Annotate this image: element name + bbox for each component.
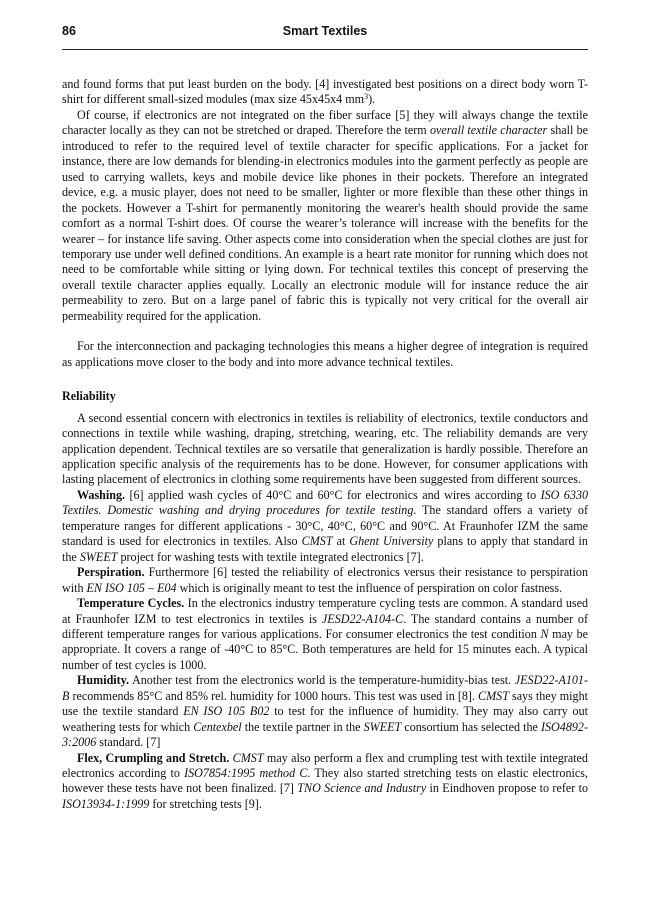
run-in-heading: Humidity.: [77, 673, 130, 688]
header-rule: [62, 49, 588, 50]
run-in-heading: Washing.: [77, 487, 126, 502]
paragraph: Flex, Crumpling and Stretch. CMST may also perform a flex and crumpling test with textile integrated electronics according to ISO7854:1995 method C. They also started stretching tests on elastic electronics, however these tests have not been finalized. [7] TNO Science and Industry in Eindhoven propose to refer to ISO13934-1:1999 for stretching tests [9].: [62, 750, 588, 811]
paragraph: A second essential concern with electronics in textiles is reliability of electronics, textile conductors and connections in textile while washing, draping, stretching, wearing, etc. The reliability demands are very application dependent. Technical textiles are so versatile that generalization is hardly possible. Therefore an application specific analysis of the requirements has to be done. However, for consumer applications with lasting placement of electronics in clothing some requirements have been suggested from different sources.: [62, 410, 588, 487]
section-heading: Reliability: [62, 389, 116, 404]
page-number: 86: [62, 24, 76, 38]
paragraph: Humidity. Another test from the electronics world is the temperature-humidity-bias test. JESD22-A101-B recommends 85°C and 85% rel. humidity for 1000 hours. This test was used in [8]. CMST says they might use the textile standard EN ISO 105 B02 to test for the influence of humidity. They may also carry out weathering tests for which Centexbel the textile partner in the SWEET consortium has selected the ISO4892-3:2006 standard. [7]: [62, 673, 589, 750]
run-in-heading: Perspiration.: [77, 565, 145, 580]
run-in-heading: Flex, Crumpling and Stretch.: [77, 750, 230, 765]
paragraph: Of course, if electronics are not integrated on the fiber surface [5] they will always change the textile character locally as they can not be stretched or draped. Therefore the term overall textile character shall be introduced to refer to the required level of textile character for specific applications. For a jacket for instance, there are low demands for blending-in electronics modules into the garment perfectly as people are used to carrying wallets, keys and mobile device like phones in their pockets. Therefore an integrated device, e.g. a music player, does not need to be smaller, lighter or more flexible than these other things in the pockets. However a T-shirt for permanently monitoring the wearer's health should provide the same comfort as a normal T-shirt does. Of course the wearer’s tolerance will increase with the benefits for the wearer – for instance life saving. Other aspects come into consideration when the special clothes are just for temporary use under well defined conditions. An example is a heart rate monitor for running which does not need to be comfortable while sitting or lying down. For technical textiles this concept of preserving the overall textile character applies equally. Locally an electronic module will for instance reduce the air permeability to zero. But on a large panel of fabric this is typically not very critical for the overall air permeability required for the application.: [62, 107, 588, 323]
paragraph: Washing. [6] applied wash cycles of 40°C and 60°C for electronics and wires according to ISO 6330 Textiles. Domestic washing and drying procedures for textile testing. The standard offers a variety of temperature ranges for different applications - 30°C, 40°C, 60°C and 90°C. At Fraunhofer IZM the same standard is used for electronics in textiles. Also CMST at Ghent University plans to apply that standard in the SWEET project for washing tests with textile integrated electronics [7].: [62, 487, 588, 564]
paragraph: and found forms that put least burden on the body. [4] investigated best positions on a direct body worn T-shirt for different small-sized modules (max size 45x45x4 $mm^3$).: [62, 77, 588, 107]
body-text: [62, 77, 588, 812]
paragraph: For the interconnection and packaging technologies this means a higher degree of integration is required as applications move closer to the body and into more advance technical textiles.: [62, 339, 588, 369]
paragraph: Perspiration. Furthermore [6] tested the reliability of electronics versus their resistance to perspiration with EN ISO 105 – E04 which is originally meant to test the influence of perspiration on color fastness.: [62, 565, 588, 595]
running-title: Smart Textiles: [282, 24, 368, 38]
paragraph: Temperature Cycles. In the electronics industry temperature cycling tests are common. A standard used at Fraunhofer IZM to test electronics in textiles is JESD22-A104-C. The standard contains a number of different temperature ranges for various applications. For consumer electronics the test condition N may be appropriate. It covers a range of -40°C to 85°C. Both temperatures are held for 15 minutes each. A typical number of test cycles is 1000.: [62, 596, 589, 672]
page-header: [62, 24, 588, 42]
run-in-heading: Temperature Cycles.: [77, 596, 185, 611]
